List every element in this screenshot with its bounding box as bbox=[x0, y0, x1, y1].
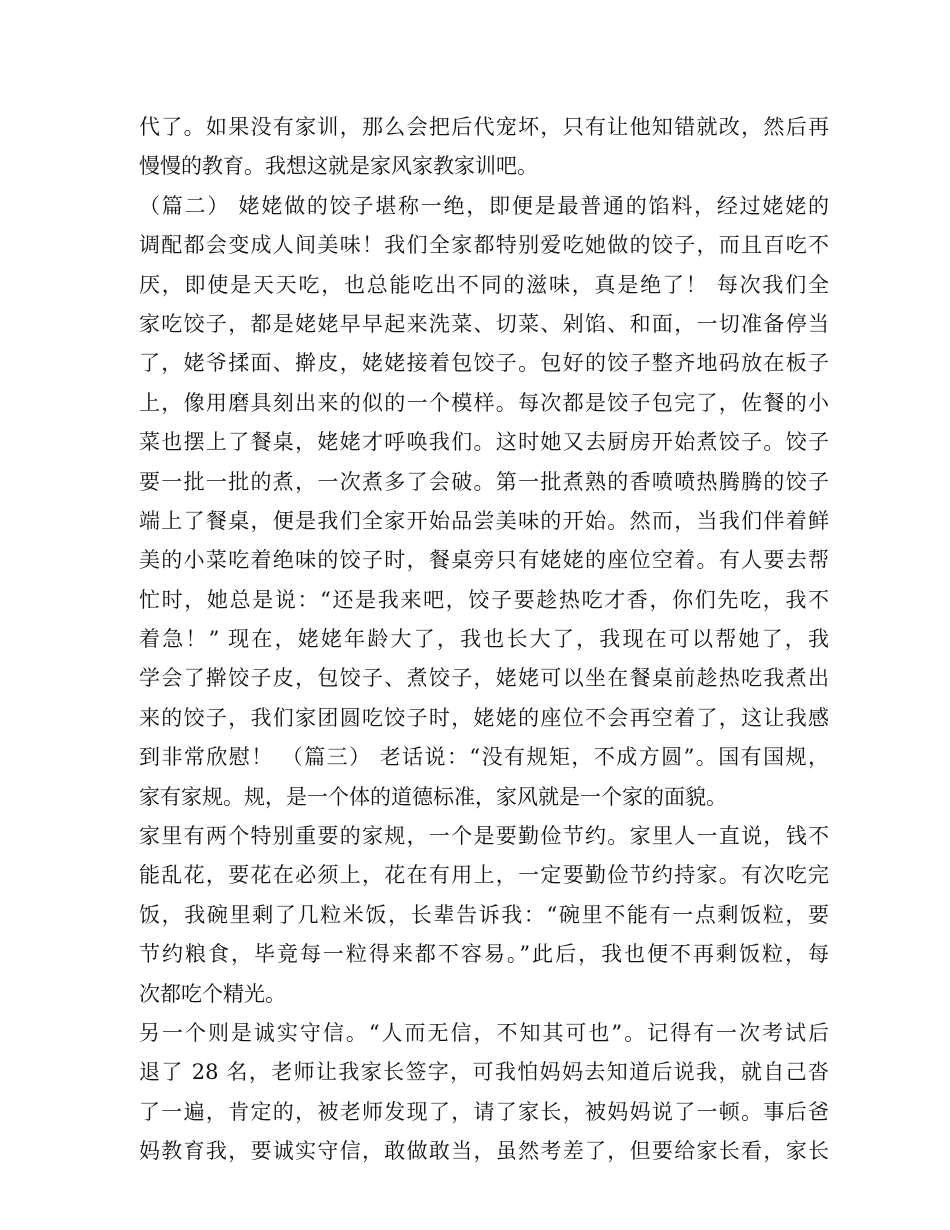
text-line: 端上了餐桌，便是我们全家开始品尝美味的开始。然而，当我们伴着鲜 bbox=[139, 508, 829, 533]
text-line: 慢慢的教育。我想这就是家风家教家训吧。 bbox=[139, 154, 538, 179]
text-line: 代了。如果没有家训，那么会把后代宠坏，只有让他知错就改，然后再 bbox=[139, 115, 829, 139]
text-line: 妈教育我，要诚实守信，敢做敢当，虽然考差了，但要给家长看，家长 bbox=[139, 1139, 829, 1164]
text-line: 退了 28 名，老师让我家长签字，可我怕妈妈去知道后说我，就自己沓 bbox=[139, 1060, 829, 1085]
text-line: 忙时，她总是说：“还是我来吧，饺子要趁热吃才香，你们先吃，我不 bbox=[139, 587, 829, 612]
text-line: 来的饺子，我们家团圆吃饺子时，姥姥的座位不会再空着了，这让我感 bbox=[139, 705, 829, 730]
text-line: 调配都会变成人间美味！我们全家都特别爱吃她做的饺子，而且百吃不 bbox=[139, 233, 829, 258]
text-line: 到非常欣慰！ （篇三） 老话说：“没有规矩，不成方圆”。国有国规， bbox=[139, 745, 829, 770]
text-line: 能乱花，要花在必须上，花在有用上，一定要勤俭节约持家。有次吃完 bbox=[139, 863, 829, 888]
text-line: 上，像用磨具刻出来的似的一个模样。每次都是饺子包完了，佐餐的小 bbox=[139, 390, 829, 415]
text-line: 家里有两个特别重要的家规，一个是要勤俭节约。家里人一直说，钱不 bbox=[139, 824, 829, 849]
text-line: 饭，我碗里剩了几粒米饭，长辈告诉我：“碗里不能有一点剩饭粒，要 bbox=[139, 902, 829, 927]
text-line: （篇二） 姥姥做的饺子堪称一绝，即便是最普通的馅料，经过姥姥的 bbox=[139, 193, 829, 218]
document-body bbox=[139, 108, 829, 1172]
text-line: 着急！” 现在，姥姥年龄大了，我也长大了，我现在可以帮她了，我 bbox=[139, 627, 829, 652]
text-line: 学会了擀饺子皮，包饺子、煮饺子，姥姥可以坐在餐桌前趁热吃我煮出 bbox=[139, 666, 829, 691]
text-line: 家吃饺子，都是姥姥早早起来洗菜、切菜、剁馅、和面，一切准备停当 bbox=[139, 311, 829, 336]
text-line: 家有家规。规，是一个体的道德标准，家风就是一个家的面貌。 bbox=[139, 784, 727, 809]
text-line: 厌，即使是天天吃，也总能吃出不同的滋味，真是绝了！ 每次我们全 bbox=[139, 272, 829, 297]
text-line: 了，姥爷揉面、擀皮，姥姥接着包饺子。包好的饺子整齐地码放在板子 bbox=[139, 351, 829, 376]
text-line: 节约粮食，毕竟每一粒得来都不容易。”此后，我也便不再剩饭粒，每 bbox=[139, 942, 829, 967]
text-line: 了一遍，肯定的，被老师发现了，请了家长，被妈妈说了一顿。事后爸 bbox=[139, 1099, 829, 1124]
text-line: 菜也摆上了餐桌，姥姥才呼唤我们。这时她又去厨房开始煮饺子。饺子 bbox=[139, 430, 829, 455]
text-line: 美的小菜吃着绝味的饺子时，餐桌旁只有姥姥的座位空着。有人要去帮 bbox=[139, 548, 829, 573]
text-line: 另一个则是诚实守信。“人而无信，不知其可也”。记得有一次考试后 bbox=[139, 1020, 829, 1045]
text-line: 要一批一批的煮，一次煮多了会破。第一批煮熟的香喷喷热腾腾的饺子 bbox=[139, 469, 829, 494]
text-line: 次都吃个精光。 bbox=[139, 981, 286, 1006]
